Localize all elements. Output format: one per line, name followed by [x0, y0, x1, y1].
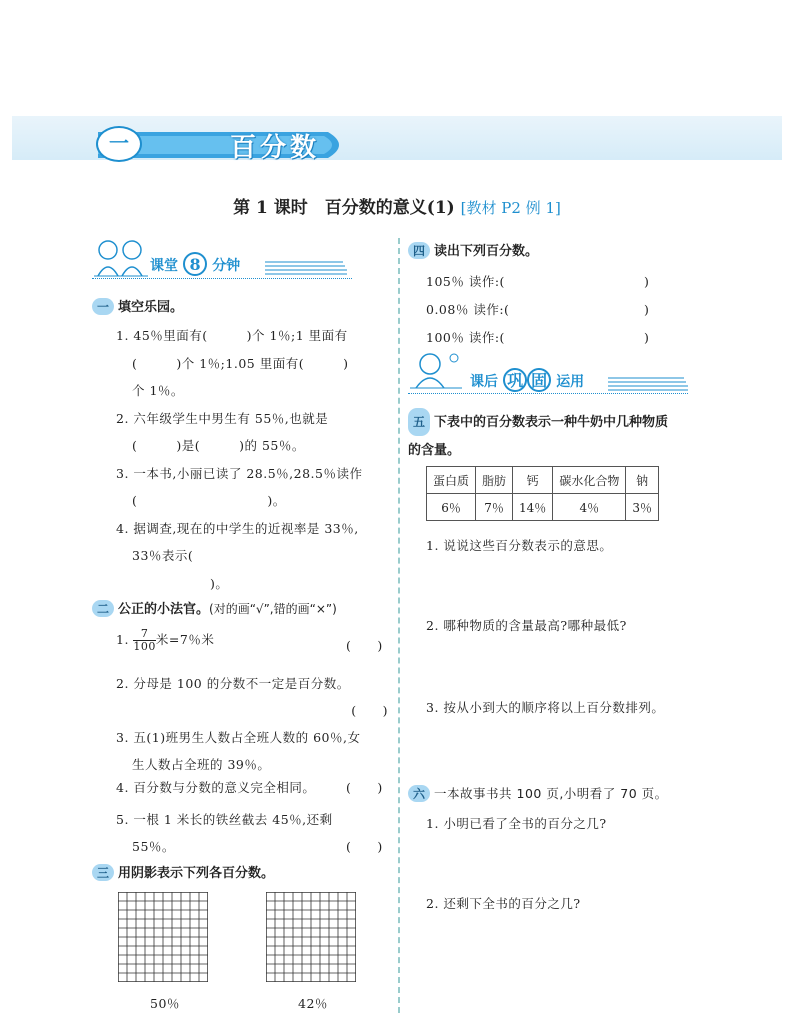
- table-cell: 3％: [626, 494, 659, 521]
- table-header: 脂肪: [476, 467, 513, 494]
- table-cell: 6％: [427, 494, 476, 521]
- class-header: [150, 252, 240, 276]
- table-row: [427, 494, 659, 521]
- fraction: [133, 628, 156, 653]
- unit-number: 一: [96, 126, 142, 162]
- answer-paren[interactable]: ( ): [346, 839, 383, 854]
- section-4-heading: [408, 240, 538, 259]
- question-6-2: 2. 还剩下全书的百分之几?: [426, 896, 581, 911]
- girl-illustration-icon: [408, 350, 464, 390]
- section-badge: 三: [92, 864, 114, 881]
- lesson-title: [0, 193, 794, 218]
- section-1-heading: [92, 296, 183, 315]
- judge-item-4: [116, 778, 396, 796]
- after-header-char: 固: [527, 368, 551, 392]
- judge-item-3: [116, 724, 396, 778]
- paren-close[interactable]: ): [644, 330, 650, 345]
- section-badge: 二: [92, 600, 114, 617]
- item-number: 1.: [116, 632, 129, 647]
- item-line: [116, 833, 396, 860]
- fraction-numerator: 7: [133, 628, 156, 641]
- table-cell: 14％: [513, 494, 553, 521]
- read-item: [426, 268, 666, 296]
- question-line: 2. 六年级学生中男生有 55％,也就是: [116, 410, 329, 426]
- section-title: 公正的小法官。: [118, 602, 210, 617]
- grid-label-50: 50％: [150, 996, 180, 1011]
- paren-close[interactable]: ): [644, 302, 650, 317]
- question-5-3: 3. 按从小到大的顺序将以上百分数排列。: [426, 700, 665, 715]
- table-header: 蛋白质: [427, 467, 476, 494]
- after-header-char: 巩: [503, 368, 527, 392]
- section-3-heading: [92, 862, 274, 881]
- section-6-heading: [408, 784, 668, 802]
- question-line: ( )个 1％;1.05 里面有( ): [132, 355, 349, 371]
- header-stripes: [608, 374, 688, 392]
- section-title: 的含量。: [408, 443, 461, 458]
- after-header-right: 运用: [556, 374, 585, 390]
- table-cell: 4％: [553, 494, 626, 521]
- question-6-1: 1. 小明已看了全书的百分之几?: [426, 816, 607, 831]
- lesson-title-text: 第 1 课时 百分数的意义(1): [233, 198, 455, 218]
- question-line: 4. 据调查,现在的中学生的近视率是 33％,: [116, 520, 359, 536]
- nutrition-table: [426, 466, 659, 521]
- read-label: 读作:(: [473, 302, 510, 317]
- judge-item-1: [116, 628, 396, 653]
- question-line: ( )是( )的 55％。: [132, 438, 305, 453]
- header-rule: [92, 278, 352, 279]
- question-line: 33％表示(: [132, 548, 194, 563]
- item-text: 4. 百分数与分数的意义完全相同。: [116, 780, 316, 795]
- question-5-2: 2. 哪种物质的含量最高?哪种最低?: [426, 618, 627, 633]
- question-line: 3. 一本书,小丽已读了 28.5％,28.5％读作: [116, 465, 363, 481]
- answer-paren[interactable]: ( ): [351, 703, 388, 718]
- column-divider: [398, 238, 400, 1013]
- item-text: 2. 分母是 100 的分数不一定是百分数。: [116, 676, 350, 691]
- question-5-1: 1. 说说这些百分数表示的意思。: [426, 538, 613, 553]
- percent-value: 0.08％: [426, 302, 469, 317]
- section-5-heading: [408, 408, 708, 465]
- table-header-row: [427, 467, 659, 494]
- class-header-right: 分钟: [212, 258, 241, 274]
- fill-in-questions: [116, 322, 396, 597]
- item-text: 5. 一根 1 米长的铁丝截去 45％,还剩: [116, 812, 333, 827]
- question-line: )。: [132, 575, 229, 591]
- after-class-header: [470, 368, 584, 392]
- section-badge: 四: [408, 242, 430, 259]
- paren-close[interactable]: ): [644, 274, 650, 289]
- read-item: [426, 324, 666, 352]
- class-header-minutes: 8: [183, 252, 207, 276]
- percent-value: 105％: [426, 274, 465, 289]
- kids-illustration-icon: [92, 238, 150, 278]
- section-title: 一本故事书共 100 页,小明看了 70 页。: [434, 786, 668, 801]
- read-item: [426, 296, 666, 324]
- question-line: 个 1％。: [132, 383, 184, 398]
- section-badge: 五: [408, 408, 430, 436]
- answer-paren[interactable]: ( ): [346, 638, 383, 653]
- answer-paren[interactable]: ( ): [346, 780, 383, 795]
- hundred-grid-1[interactable]: [118, 892, 208, 982]
- section-title: 用阴影表示下列各百分数。: [118, 866, 275, 881]
- section-note: (对的画“√”,错的画“×”): [209, 602, 337, 616]
- judge-item-2: [116, 670, 396, 724]
- section-2-heading: [92, 598, 337, 617]
- item-text: 3. 五(1)班男生人数占全班人数的 60％,女: [116, 730, 361, 745]
- question-line: 1. 45％里面有( )个 1％;1 里面有: [116, 328, 348, 343]
- item-text: 米=7％米: [155, 632, 215, 647]
- table-header: 钠: [626, 467, 659, 494]
- section-badge: 六: [408, 785, 430, 802]
- header-rule: [408, 393, 688, 394]
- question-line: ( )。: [132, 493, 286, 508]
- fraction-denominator: 100: [133, 640, 156, 653]
- read-label: 读作:(: [468, 330, 505, 345]
- header-stripes: [265, 258, 347, 276]
- table-header: 碳水化合物: [553, 467, 626, 494]
- section-title-line: [408, 408, 708, 437]
- judge-item-5: [116, 806, 396, 860]
- lesson-reference: [教材 P2 例 1]: [460, 199, 561, 217]
- section-title: 下表中的百分数表示一种牛奶中几种物质: [434, 415, 669, 430]
- table-header: 钙: [513, 467, 553, 494]
- after-header-left: 课后: [470, 374, 498, 390]
- grid-label-42: 42％: [298, 996, 328, 1011]
- percent-value: 100％: [426, 330, 465, 345]
- class-header-left: 课堂: [150, 258, 178, 274]
- item-text: 55％。: [132, 839, 175, 854]
- read-label: 读作:(: [468, 274, 505, 289]
- section-title: 读出下列百分数。: [434, 244, 539, 259]
- section-title: 填空乐园。: [118, 300, 184, 315]
- section-badge: 一: [92, 298, 114, 315]
- hundred-grid-2[interactable]: [266, 892, 356, 982]
- unit-title: 百分数: [230, 133, 321, 163]
- table-cell: 7％: [476, 494, 513, 521]
- item-text: 生人数占全班的 39％。: [132, 757, 271, 772]
- read-percent-list: [426, 268, 666, 352]
